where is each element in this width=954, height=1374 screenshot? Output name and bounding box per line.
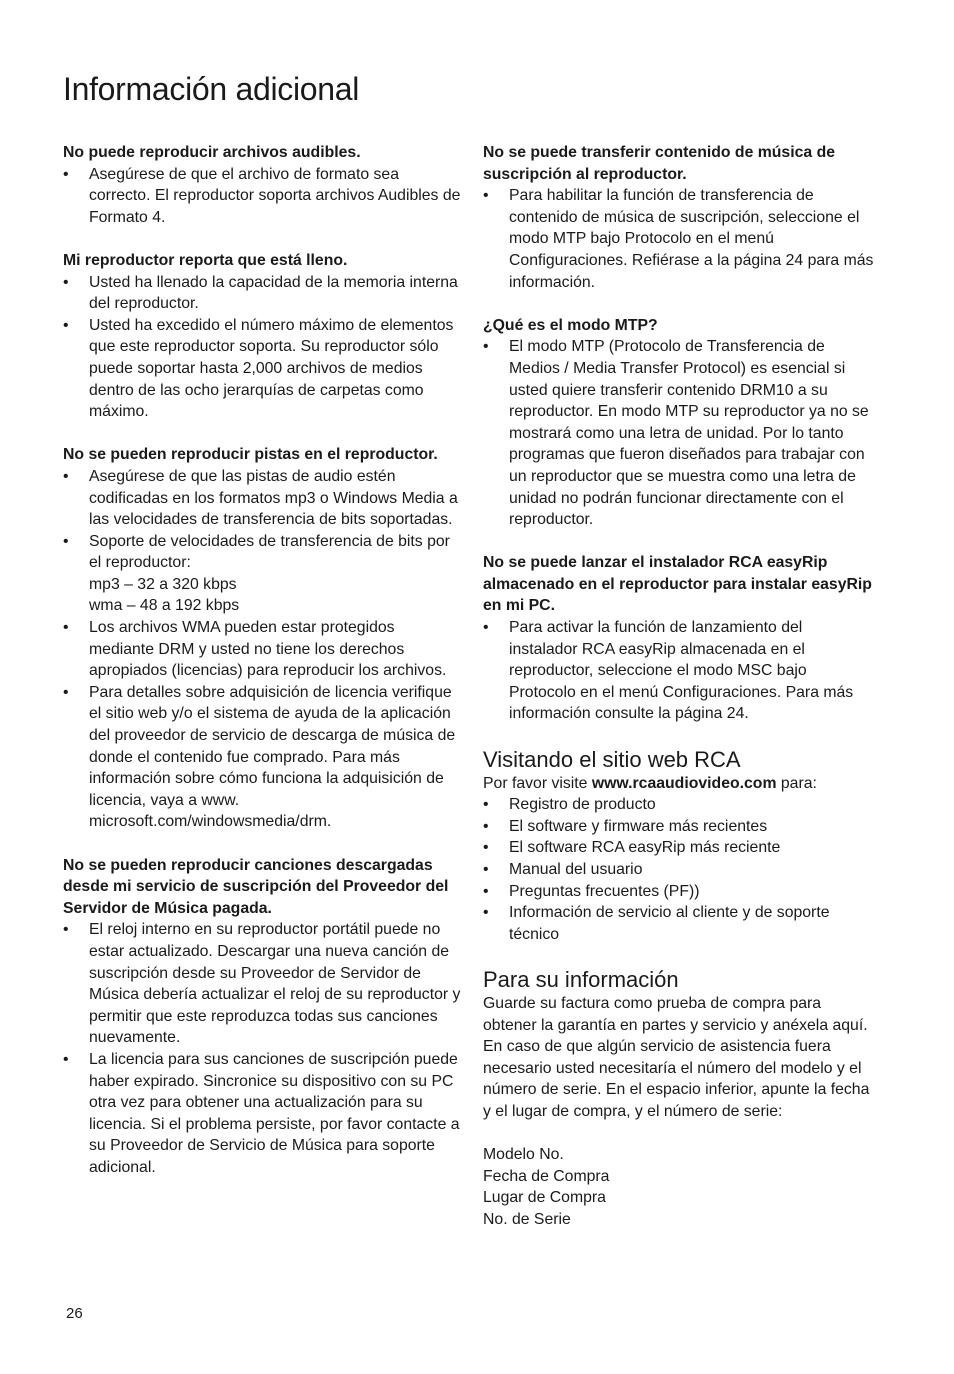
list-item: • Los archivos WMA pueden estar protegidos mediante DRM y usted no tiene los derechos apropiados (licencias) para reproducir los archivos. (63, 619, 447, 680)
bullet-icon: • (483, 619, 489, 637)
list-item: • Registro de producto (483, 794, 875, 816)
list-item: • Asegúrese de que las pistas de audio estén codificadas en los formatos mp3 o Windows Media a las velocidades de transferencia de bits soportadas. (63, 467, 458, 529)
section-heading: ¿Qué es el modo MTP? (483, 316, 658, 334)
bullet-icon: • (483, 187, 489, 205)
field-serial-number: No. de Serie (483, 1210, 571, 1228)
bullet-icon: • (483, 817, 489, 835)
bullet-list (63, 466, 463, 833)
bullet-icon: • (63, 467, 69, 485)
section-mtp-mode (483, 315, 875, 531)
bullet-icon: • (483, 338, 489, 356)
list-item: • Información de servicio al cliente y de soporte técnico (483, 904, 830, 943)
page-title: Información adicional (63, 71, 360, 107)
rca-website-link[interactable]: www.rcaaudiovideo.com (591, 774, 777, 792)
bullet-icon: • (483, 796, 489, 814)
bullet-icon: • (63, 532, 69, 550)
info-paragraph: Guarde su factura como prueba de compra para obtener la garantía en partes y servicio y anéxela aquí. (483, 994, 868, 1034)
list-item: • Soporte de velocidades de transferencia de bits por el reproductor: mp3 – 32 a 320 kbps wma – 48 a 192 kbps (63, 531, 463, 617)
bullet-icon: • (63, 165, 69, 183)
list-item: • Manual del usuario (483, 859, 875, 881)
list-item: • El software RCA easyRip más reciente (483, 837, 875, 859)
section-tracks-not-playing (63, 444, 463, 833)
section-title-visit: Visitando el sitio web RCA (483, 746, 741, 772)
bitrate-wma: wma – 48 a 192 kbps (89, 597, 240, 615)
bullet-icon: • (63, 316, 69, 334)
list-item: • Para detalles sobre adquisición de licencia verifique el sitio web y/o el sistema de ayuda de la aplicación del proveedor de servicio de descarga de música de donde el contenido fue comprado. Para más información sobre cómo funciona la adquisición de licencia, vaya a www. microsoft.com/windowsmedia/drm. (63, 683, 456, 831)
section-heading: No puede reproducir archivos audibles. (63, 144, 361, 161)
list-item: • La licencia para sus canciones de suscripción puede haber expirado. Sincronice su dispositivo con su PC otra vez para obtener una actualización para su licencia. Si el problema persiste, por favor contacte a su Proveedor de Servicio de Música para soporte adicional. (63, 1050, 460, 1176)
info-paragraph: En caso de que algún servicio de asistencia fuera necesario usted necesitaría el número del modelo y el número de serie. En el espacio inferior, apunte la fecha y el lugar de compra, y el número de serie: (483, 1038, 870, 1120)
section-easyrip (483, 552, 875, 725)
bullet-icon: • (63, 1050, 69, 1068)
list-item: • Asegúrese de que el archivo de formato sea correcto. El reproductor soporta archivos Audibles de Formato 4. (63, 165, 461, 226)
right-column (483, 142, 875, 1252)
section-audible (63, 142, 463, 228)
list-item: • Usted ha llenado la capacidad de la memoria interna del reproductor. (63, 273, 458, 313)
field-purchase-date: Fecha de Compra (483, 1167, 610, 1185)
bullet-list (483, 794, 875, 945)
section-title-info: Para su información (483, 966, 679, 992)
field-purchase-place: Lugar de Compra (483, 1189, 606, 1207)
bullet-icon: • (483, 839, 489, 857)
bullet-icon: • (63, 273, 69, 291)
section-player-full (63, 250, 463, 423)
bullet-list (483, 185, 875, 293)
bullet-icon: • (483, 882, 489, 900)
bullet-list (483, 617, 875, 725)
bullet-icon: • (483, 904, 489, 922)
list-item: • Usted ha excedido el número máximo de elementos que este reproductor soporta. Su reproductor sólo puede soportar hasta 2,000 archivos de medios dentro de las ocho jerarquías de carpetas como máximo. (63, 316, 454, 421)
spacer (483, 1123, 875, 1145)
bullet-icon: • (483, 861, 489, 878)
bitrate-mp3: mp3 – 32 a 320 kbps (89, 575, 237, 593)
list-item: • Para activar la función de lanzamiento del instalador RCA easyRip almacenada en el reproductor, seleccione el modo MSC bajo Protocolo en el menú Configuraciones. Para más información consulte la página 24. (483, 619, 854, 723)
bullet-icon: • (63, 921, 69, 939)
list-item: • Para habilitar la función de transferencia de contenido de música de suscripción, seleccione el modo MTP bajo Protocolo en el menú Configuraciones. Refiérase a la página 24 para más información. (483, 187, 874, 291)
field-model-number: Modelo No. (483, 1146, 564, 1164)
section-heading: No se puede transferir contenido de música de suscripción al reproductor. (483, 144, 836, 183)
section-visit-rca (483, 747, 875, 946)
section-heading: Mi reproductor reporta que está lleno. (63, 251, 348, 269)
left-column (63, 142, 463, 1200)
list-item: • Preguntas frecuentes (PF)) (483, 881, 875, 903)
bullet-list (63, 272, 463, 423)
bullet-icon: • (63, 619, 69, 637)
visit-intro: Por favor visite www.rcaaudiovideo.com para: (483, 774, 817, 792)
section-heading: No se pueden reproducir pistas en el reproductor. (63, 446, 438, 464)
page-number: 26 (66, 1305, 83, 1322)
bullet-list (483, 336, 875, 530)
section-subscription-transfer (483, 142, 875, 293)
section-heading: No se pueden reproducir canciones descargadas desde mi servicio de suscripción del Proveedor del Servidor de Música pagada. (63, 856, 449, 917)
bullet-list (63, 164, 463, 229)
bullet-list (63, 919, 463, 1178)
section-subscription-songs (63, 855, 463, 1179)
list-item: • El software y firmware más recientes (483, 816, 875, 838)
list-item: • El reloj interno en su reproductor portátil puede no estar actualizado. Descargar una nueva canción de suscripción desde su Proveedor de Servidor de Música debería actualizar el reloj de su reproductor y permitir que este reproduzca todas sus canciones nuevamente. (63, 921, 461, 1047)
section-for-your-info (483, 967, 875, 1231)
bullet-icon: • (63, 683, 69, 701)
section-heading: No se puede lanzar el instalador RCA easyRip almacenado en el reproductor para instalar easyRip en mi PC. (483, 554, 872, 615)
list-item: • El modo MTP (Protocolo de Transferencia de Medios / Media Transfer Protocol) es esencial si usted quiere transferir contenido DRM10 a su reproductor. En modo MTP su reproductor ya no se mostrará como una letra de unidad. Por lo tanto programas que fueron diseñados para trabajar con un reproductor que se muestra como una letra de unidad no podrán funcionar directamente con el reproductor. (483, 338, 869, 529)
